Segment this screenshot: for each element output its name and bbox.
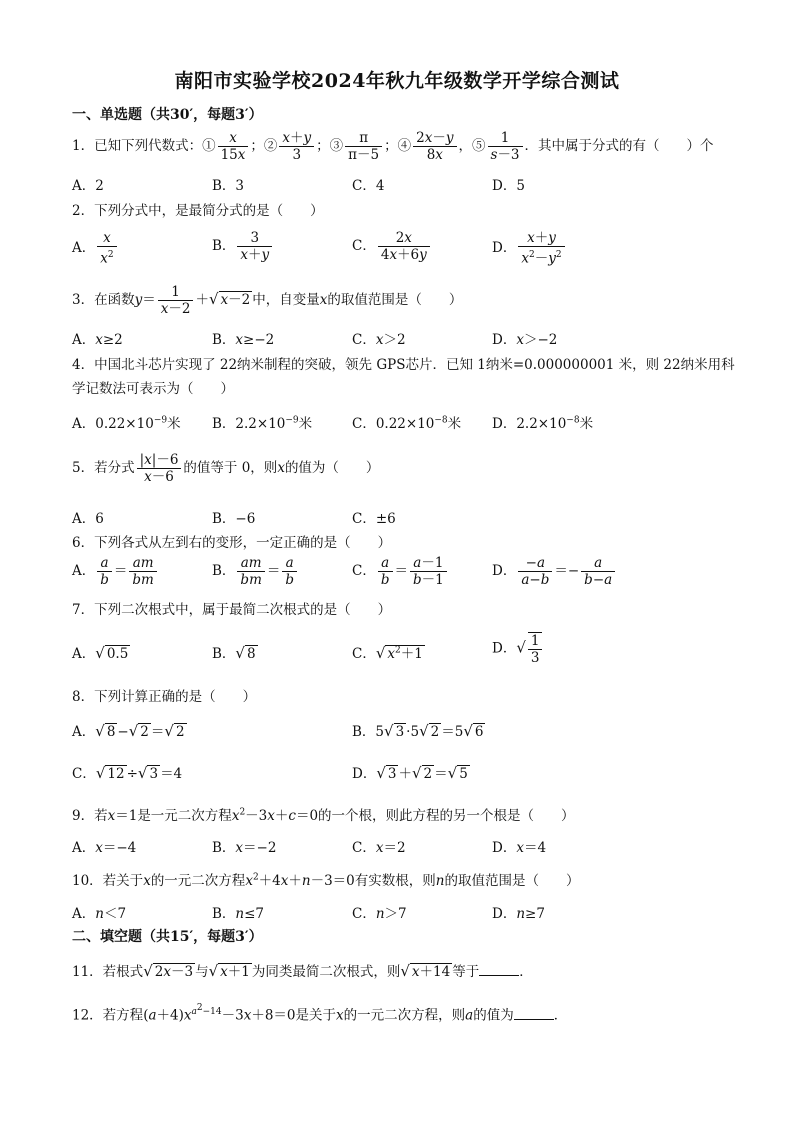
question-7: 7．下列二次根式中，属于最简二次根式的是（ ） [72, 602, 392, 618]
question-11-mid: 与 [195, 964, 209, 980]
question-3-prefix: 3．在函数 [72, 292, 135, 308]
q4-option-a: A．$0.22\times 10^{-9}$米 [72, 415, 181, 432]
question-9-mid: 是一元二次方程 [137, 808, 232, 824]
question-12-suffix: 的值为 [473, 1007, 514, 1024]
q4-option-b: B．$2.2\times 10^{-9}$米 [212, 415, 313, 432]
q4-option-d: D．$2.2\times 10^{-8}$米 [492, 415, 594, 432]
q8-option-c: C．√ 12 ÷√ 3 ＝4 [72, 764, 183, 782]
q8-option-a: A．√ 8 −√ 2 ＝√ 2 [72, 722, 185, 740]
question-3-suffix2: 的取值范围是（ ） [327, 292, 463, 308]
question-12-prefix: 12．若方程 [72, 1007, 144, 1024]
page-title: 南阳市实验学校2024年秋九年级数学开学综合测试 [174, 70, 620, 92]
question-5-prefix: 5．若分式 [72, 460, 135, 476]
q1-option-d: D．5 [492, 178, 525, 194]
question-3-suffix: 中，自变量 [252, 292, 320, 308]
q7-option-d: D．√ $\frac{1}{3}$ [492, 632, 544, 666]
section-heading-fill-blank: 二、填空题（共15′，每题3′） [72, 929, 263, 945]
question-10-suffix: 的取值范围是（ ） [444, 873, 580, 889]
q8-option-b: B．5√ 3 ·5√ 2 ＝5√ 6 [352, 722, 484, 740]
q7-option-a: A．√ 0.5 [72, 644, 129, 662]
question-11-mid2: 为同类最简二次根式，则 [251, 964, 401, 980]
question-8: 8．下列计算正确的是（ ） [72, 689, 257, 705]
q3-option-d: D．x＞−2 [492, 332, 558, 348]
q10-option-d: D．n≥7 [492, 906, 545, 922]
question-1: 1．已知下列代数式：① $\frac{x}{15x}$ ；② $\frac{x+y}{3}$ ；③ $\frac{\pi}{\pi-5}$ ；④ $\frac{2x-y}{8x}$ ，⑤ $\frac{1}{s-3}$ ．其中属于分式的有（ ）个 [72, 130, 714, 163]
question-6: 6．下列各式从左到右的变形，一定正确的是（ ） [72, 535, 392, 551]
q1-option-c: C．4 [352, 178, 385, 194]
question-1-suffix: ．其中属于分式的有（ ）个 [524, 138, 714, 154]
q2-option-a: A． $\frac{x}{x^2}$ [72, 230, 119, 267]
question-4-line1: 4．中国北斗芯片实现了 22纳米制程的突破，领先 GPS芯片．已知 1纳米=0.000000001 米，则 22纳米用科 [72, 357, 735, 373]
question-10: 10．若关于x的一元二次方程$x^2+4x+n-3=0$有实数根，则n的取值范围是（ ） [72, 872, 580, 889]
q6-option-c: C． $\frac{a}{b}$ ＝ $\frac{a-1}{b-1}$ [352, 555, 449, 588]
q3-option-a: A．x≥2 [72, 332, 123, 348]
question-1-prefix: 1．已知下列代数式： [72, 138, 203, 154]
question-4-line2: 学记数法可表示为（ ） [72, 381, 234, 397]
answer-blank[interactable] [479, 963, 519, 976]
q10-option-b: B．n≤7 [212, 906, 265, 922]
question-10-mid2: 有实数根，则 [354, 873, 436, 889]
section-heading-single-choice: 一、单选题（共30′，每题3′） [72, 107, 263, 123]
question-5-suffix: 的值等于 0，则 [183, 460, 278, 476]
question-5: 5．若分式 $\frac{|x|-6}{x-6}$ 的值等于 0，则x的值为（ ） [72, 452, 380, 485]
question-11-prefix: 11．若根式 [72, 964, 144, 980]
q5-option-c: C．±6 [352, 511, 396, 527]
q4-option-c: C．$0.22\times 10^{-8}$米 [352, 415, 462, 432]
question-3: 3．在函数y＝ $\frac{1}{x-2}$ ＋√ x－2 中，自变量x的取值范围是（ ） [72, 284, 463, 317]
q9-option-a: A．x＝−4 [72, 840, 137, 856]
q2-option-b: B． $\frac{3}{x+y}$ [212, 230, 274, 263]
q9-option-d: D．x＝4 [492, 840, 547, 856]
q10-option-c: C．n＞7 [352, 906, 407, 922]
question-10-prefix: 10．若关于 [72, 873, 144, 889]
q9-option-b: B．x＝−2 [212, 840, 277, 856]
q3-option-b: B．x≥−2 [212, 332, 275, 348]
q1-option-a: A．2 [72, 178, 104, 194]
q6-option-b: B． $\frac{am}{bm}$ ＝ $\frac{a}{b}$ [212, 555, 299, 588]
question-11-suffix: 等于 [452, 964, 480, 980]
question-11: 11．若根式√ 2x－3 与√ x＋1 为同类最简二次根式，则√ x＋14 等于 ． [72, 962, 533, 980]
question-2: 2．下列分式中，是最简分式的是（ ） [72, 203, 324, 219]
question-9-prefix: 9．若 [72, 808, 108, 824]
q5-option-b: B．−6 [212, 511, 256, 527]
question-10-mid: 的一元二次方程 [150, 873, 246, 889]
q7-option-b: B．√ 8 [212, 644, 256, 662]
q9-option-c: C．x＝2 [352, 840, 406, 856]
q2-option-c: C． $\frac{2x}{4x+6y}$ [352, 230, 432, 263]
question-9-suffix: 的一个根，则此方程的另一个根是（ ） [318, 808, 575, 824]
q3-option-c: C．x＞2 [352, 332, 406, 348]
q6-option-a: A． $\frac{a}{b}$ ＝ $\frac{am}{bm}$ [72, 555, 159, 588]
question-12: 12．若方程$(a+4)x^{a^2-14}-3x+8=0$是关于x的一元二次方程，则a的值为 ． [72, 1003, 568, 1024]
q5-option-a: A．6 [72, 511, 104, 527]
question-9: 9．若x＝1是一元二次方程$x^2-3x+c=0$的一个根，则此方程的另一个根是（ ） [72, 807, 575, 824]
q7-option-c: C．√ $x^2+1$ [352, 644, 423, 662]
question-5-suffix2: 的值为（ ） [284, 460, 380, 476]
q6-option-d: D． $\frac{-a}{a-b}$ ＝− $\frac{a}{b-a}$ [492, 555, 617, 588]
question-12-mid2: 的一元二次方程，则 [343, 1007, 466, 1024]
q2-option-d: D． $\frac{x+y}{x^2-y^2}$ [492, 230, 567, 267]
q1-option-b: B．3 [212, 178, 245, 194]
q8-option-d: D．√ 3 ＋√ 2 ＝√ 5 [352, 764, 468, 782]
q10-option-a: A．n＜7 [72, 906, 127, 922]
answer-blank[interactable] [514, 1007, 554, 1020]
question-12-mid: 是关于 [295, 1007, 337, 1024]
